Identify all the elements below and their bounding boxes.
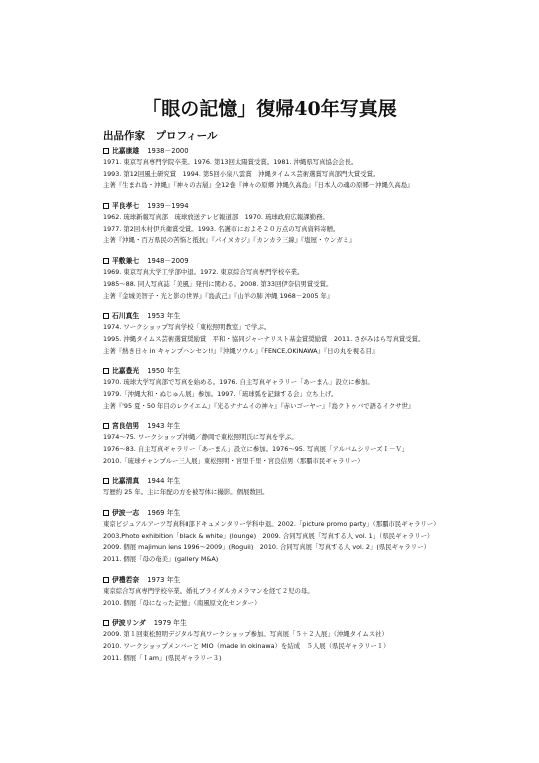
checkbox-square-icon [103, 577, 109, 583]
artist-header [103, 617, 503, 629]
artist-name: 比嘉清真 [112, 477, 140, 486]
artist-name: 伊禮若奈 [112, 575, 140, 584]
profile-line: 2003.Photo exhibition「black & white」(lounge) 2009. 合同写真展「写真する人 vol. 1」（県民ギャラリー） [103, 531, 434, 540]
artist-header [103, 420, 503, 432]
profile-line: 写歴約 25 年。主に年配の方を被写体に撮影。個展数回。 [103, 488, 269, 497]
profile-line: 1971. 東京写真専門学院卒業。1976. 第13回太陽賞受賞。1981. 沖縄県写真協会会長。 [103, 158, 358, 166]
profile-line: 主著『沖縄・百万県民の苦悩と抵抗』『パイヌカジ』『カンカラ三線』『塩屋・ウンガミ』 [103, 236, 356, 245]
profile-line: 2009. 第１回東松照明デジタル写真ワークショップ参加。写真展「５＋２人展」（沖縄タイムス社） [103, 630, 388, 639]
artist-name: 平良孝七 [112, 202, 140, 211]
checkbox-square-icon [103, 368, 109, 374]
artist-name: 比嘉康雄 [112, 147, 140, 155]
profile-line: 主著『金城美智子・光と影の世界』『島武己』『山羊の肺 沖縄 1968－2005 年』 [103, 291, 334, 300]
artist-name: 比嘉豊光 [112, 367, 140, 376]
artist-years: 1944 年生 [147, 477, 181, 486]
section-heading: 出品作家 プロフィール [103, 130, 218, 142]
artist-years: 1979 年生 [153, 619, 187, 628]
artist-header [103, 574, 503, 586]
profile-line: 1977. 第2回木村伊兵衛賞受賞。1993. 名護市におよそ２０万点の写真資料寄贈。 [103, 224, 340, 233]
profile-line: 主著『生まれ島・沖縄』『神々の古層』全12巻『神々の原郷 沖縄久高島』『日本人の魂の原郷－沖縄久高島』 [103, 181, 414, 190]
profile-line: 1970. 琉球大学写真部で写真を始める。1976. 自主写真ギャラリー「あーまん」設立に参加。 [103, 378, 374, 387]
artist-years: 1969 年生 [147, 509, 181, 518]
artist-header [103, 475, 503, 487]
artist-profile [103, 420, 503, 467]
artist-years: 1938－2000 [147, 147, 189, 155]
profile-line: 2011. 個展「母の奄美」(gallery M&A) [103, 555, 219, 564]
artist-name: 伊波リンダ [112, 619, 146, 628]
profile-line: 1974～75. ワークショップ沖縄／静岡で東松照明氏に写真を学ぶ。 [103, 433, 298, 442]
artist-header [103, 310, 503, 322]
artist-years: 1953 年生 [147, 312, 181, 321]
artist-profile [103, 617, 503, 664]
profile-line: 東京綜合写真専門学校卒業。婚礼ブライダルカメラマンを経て２児の母。 [103, 586, 314, 595]
checkbox-square-icon [103, 510, 109, 516]
artist-name: 伊波一志 [112, 509, 140, 518]
artist-profile [103, 365, 503, 412]
checkbox-square-icon [103, 313, 109, 319]
artist-years: 1943 年生 [147, 422, 181, 431]
profile-line: 1974. ワークショップ写真学校「東松照明教室」で学ぶ。 [103, 323, 271, 332]
profile-line: 1985～88. 同人写真誌「美風」発刊に関わる。2008. 第33回伊奈信男賞受賞。 [103, 279, 333, 288]
profile-line: 主著『'95 夏・50 年目のレクイエム』『光るナナムイの神々』『赤いゴーヤー』『島クトゥバで語るイクサ世』 [103, 401, 415, 410]
checkbox-square-icon [103, 148, 109, 154]
artist-header [103, 365, 503, 377]
artist-profile [103, 475, 503, 499]
artist-header [103, 145, 503, 157]
checkbox-square-icon [103, 423, 109, 429]
checkbox-square-icon [103, 258, 109, 264]
profile-line: 1979.「沖縄大和・ぬじゅん展」参加。1997.「琉球弧を記録する会」立ち上げ。 [103, 389, 338, 398]
profile-line: 1976～83. 自主写真ギャラリー「あーまん」設立に参加。1976～95. 写真展「アルバムシリーズＩ－Ｖ」 [103, 445, 409, 453]
profile-line: 1962. 琉球新報写真部 琉球放送テレビ報道部 1970. 琉球政府広報課勤務。 [103, 213, 329, 222]
artist-profile [103, 200, 503, 247]
artist-years: 1948－2009 [147, 257, 189, 266]
document-title: 「眼の記憶」復帰40年写真展 [142, 98, 397, 120]
profile-line: 2010.「琉球チャンプルー三人展」東松照明・宮里千里・宮良信男（那覇市民ギャラリー） [103, 456, 364, 465]
artist-years: 1950 年生 [147, 367, 181, 376]
artist-profile [103, 310, 503, 357]
artist-years: 1973 年生 [147, 575, 181, 584]
artist-header [103, 255, 503, 267]
artist-profile [103, 145, 503, 192]
artist-profile [103, 507, 503, 566]
profile-line: 2010. ワークショップメンバーと MIO（made in okinawa）を結成 ５人展（県民ギャラリー１） [103, 641, 390, 650]
checkbox-square-icon [103, 203, 109, 209]
profile-line: 2010. 個展「母になった記憶」（南風原文化センター） [103, 598, 261, 607]
artist-header [103, 507, 503, 519]
checkbox-square-icon [103, 478, 109, 484]
profile-line: 1993. 第12回風土研究賞 1994. 第5回小泉八雲賞 沖縄タイムス芸術選賞写真部門大賞受賞。 [103, 169, 380, 178]
profile-line: 東京ビジュアルアーツ写真科Ⅱ部ドキュメンタリー学科中退。2002.「picture promo party」（那覇市民ギャラリー） [103, 520, 440, 529]
artist-header [103, 200, 503, 212]
artist-profile-list [103, 145, 503, 672]
artist-name: 平敷兼七 [112, 257, 140, 266]
profile-line: 1995. 沖縄タイムス芸術選賞奨励賞 平和・協同ジャーナリスト基金賞奨励賞 2011. さがみはら写真賞受賞。 [103, 334, 425, 343]
artist-name: 宮良信男 [112, 422, 140, 431]
checkbox-square-icon [103, 620, 109, 626]
profile-line: 2009. 個展 majimun lens 1996～2009」(Roguii) 2010. 合同写真展「写真する人 vol. 2」(県民ギャラリー） [103, 543, 430, 552]
profile-line: 2011. 個展「Ｉam」(県民ギャラリー３) [103, 653, 222, 662]
artist-name: 石川真生 [112, 312, 140, 321]
profile-line: 1969. 東京写真大学工学部中退。1972. 東京綜合写真専門学校卒業。 [103, 268, 304, 277]
artist-profile [103, 574, 503, 609]
profile-line: 主著『熱き日々 in キャンプハンセン!!』『沖縄ソウル』『FENCE,OKINAWA』『日の丸を視る目』 [103, 346, 379, 355]
artist-years: 1939－1994 [147, 202, 189, 211]
artist-profile [103, 255, 503, 302]
